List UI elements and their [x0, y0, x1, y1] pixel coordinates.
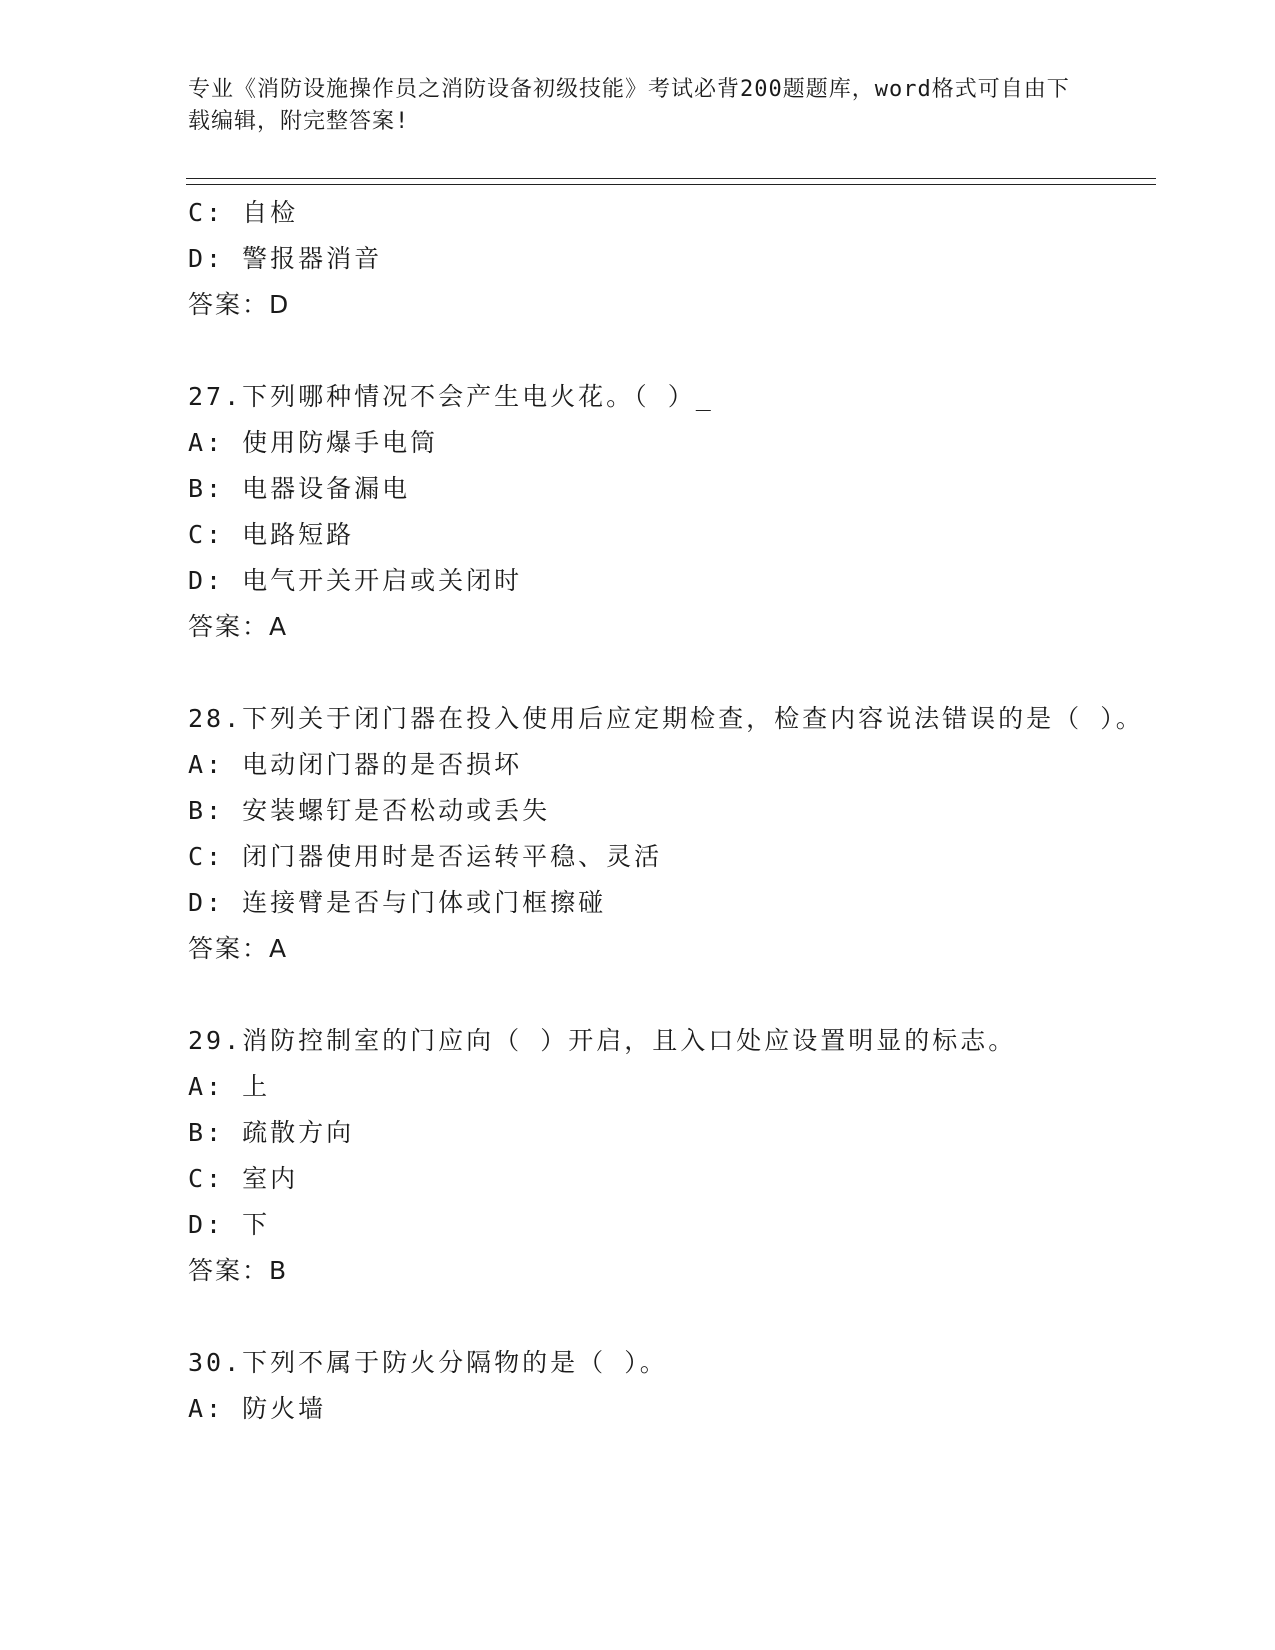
option-line: C: 闭门器使用时是否运转平稳、灵活	[188, 842, 663, 871]
option-line: A: 电动闭门器的是否损坏	[188, 750, 523, 779]
spacer	[188, 650, 1148, 696]
spacer	[188, 972, 1148, 1018]
option-line: B: 疏散方向	[188, 1118, 355, 1147]
question-text: 27.下列哪种情况不会产生电火花。（ ）_	[188, 382, 714, 411]
question-text: 29.消防控制室的门应向（ ）开启，且入口处应设置明显的标志。	[188, 1026, 1017, 1055]
option-line: B: 安装螺钉是否松动或丢失	[188, 796, 551, 825]
option-line: B: 电器设备漏电	[188, 474, 411, 503]
option-line: C: 室内	[188, 1164, 299, 1193]
option-line: D: 下	[188, 1210, 271, 1239]
option-line: A: 防火墙	[188, 1394, 327, 1423]
spacer	[188, 328, 1148, 374]
option-line: C: 自检	[188, 198, 299, 227]
answer-line: 答案：B	[188, 1256, 289, 1285]
option-line: D: 电气开关开启或关闭时	[188, 566, 523, 595]
option-line: C: 电路短路	[188, 520, 355, 549]
option-line: D: 警报器消音	[188, 244, 383, 273]
document-header: 专业《消防设施操作员之消防设备初级技能》考试必背200题题库，word格式可自由下载编辑，附完整答案!	[188, 77, 1070, 134]
question-list	[188, 190, 1148, 1432]
option-line: D: 连接臂是否与门体或门框擦碰	[188, 888, 607, 917]
answer-line: 答案：A	[188, 612, 289, 641]
option-line: A: 上	[188, 1072, 271, 1101]
spacer	[188, 1294, 1148, 1340]
option-line: A: 使用防爆手电筒	[188, 428, 439, 457]
question-text: 28.下列关于闭门器在投入使用后应定期检查，检查内容说法错误的是（ ）。	[188, 704, 1144, 733]
answer-line: 答案：A	[188, 934, 289, 963]
header-divider	[186, 178, 1156, 185]
answer-line: 答案：D	[188, 290, 291, 319]
question-text: 30.下列不属于防火分隔物的是（ ）。	[188, 1348, 668, 1377]
